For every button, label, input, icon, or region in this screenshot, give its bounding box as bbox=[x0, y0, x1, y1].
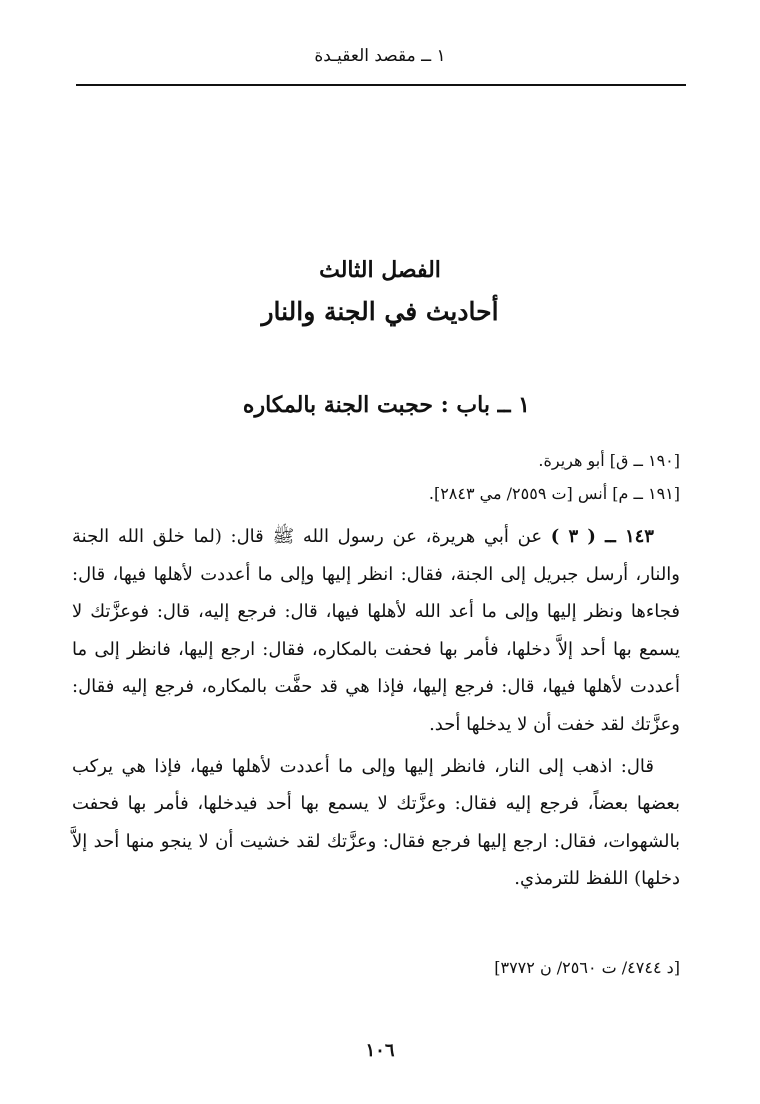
running-header: ١ ــ مقصد العقيـدة bbox=[314, 46, 446, 66]
hadith-text bbox=[72, 518, 680, 898]
reference-line: [١٩٠ ــ ق] أبو هريرة. bbox=[538, 451, 680, 470]
hadith-paragraph-2: قال: اذهب إلى النار، فانظر إليها وإلى ما أعددت لأهلها فيها، فإذا هي يركب بعضها بعضاً، فرجع إليه فقال: وعزَّتك لا يسمع بها أحد فيدخلها، فأمر بها فحفت بالشهوات، فقال: ارجع إليها فرجع فقال: وعزَّتك لقد خشيت أن لا ينجو منها أحد إلاَّ دخلها) اللفظ للترمذي. bbox=[72, 755, 680, 890]
reference-line: [١٩١ ــ م] أنس [ت ٢٥٥٩/ مي ٢٨٤٣]. bbox=[428, 484, 680, 503]
hadith-sources: [د ٤٧٤٤/ ت ٢٥٦٠/ ن ٣٧٧٢] bbox=[494, 958, 680, 977]
chapter-label: الفصل الثالث bbox=[319, 257, 441, 283]
hadith-paragraph bbox=[72, 518, 680, 744]
chapter-title: أحاديث في الجنة والنار bbox=[261, 297, 499, 326]
section-heading: ١ ــ باب : حجبت الجنة بالمكاره bbox=[242, 392, 530, 418]
reference-list bbox=[70, 444, 680, 510]
chapter-heading bbox=[0, 250, 760, 334]
hadith-paragraph-1: عن أبي هريرة، عن رسول الله ﷺ قال: (لما خلق الله الجنة والنار، أرسل جبريل إلى الجنة، فقال: انظر إليها وإلى ما أعددت لأهلها فيها، قال: فجاءها ونظر إليها وإلى ما أعد الله لأهلها فيها، قال: فرجع إليه، قال: فوعزَّتك لا يسمع بها أحد إلاَّ دخلها، فأمر بها فحفت بالمكاره، فقال: ارجع إليها، فانظر إلى ما أعددت لأهلها فيها، قال: فرجع إليها، فإذا هي قد حفَّت بالمكاره، فرجع إليه فقال: وعزَّتك لقد خفت أن لا يدخلها أحد. bbox=[72, 526, 680, 735]
page-number: ١٠٦ bbox=[365, 1040, 395, 1061]
header-rule bbox=[76, 84, 686, 86]
hadith-number: ١٤٣ ــ ( ٣ ) bbox=[550, 526, 654, 547]
